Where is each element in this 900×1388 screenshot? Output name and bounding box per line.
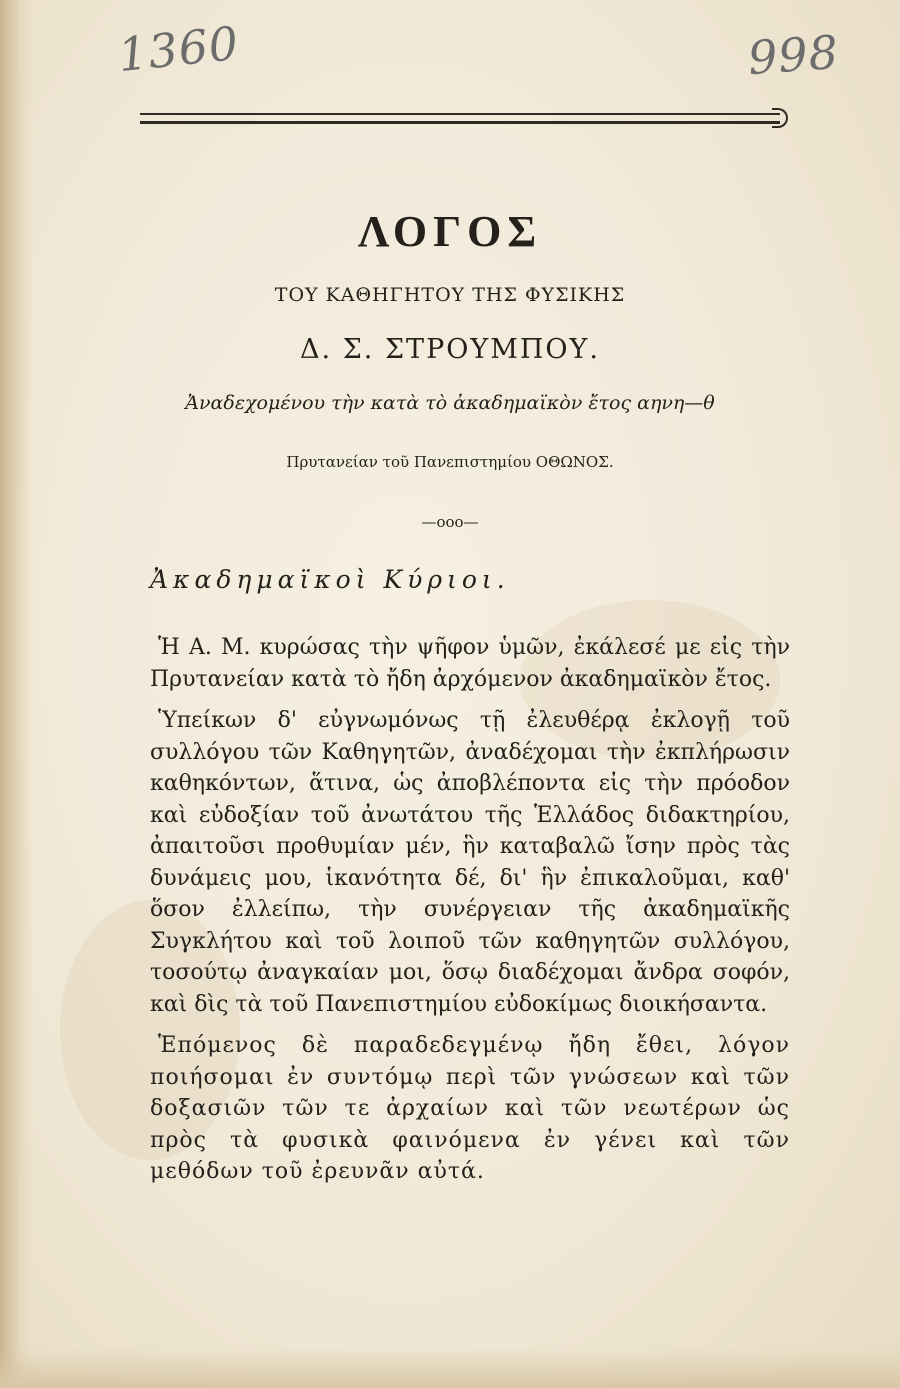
body-text [150, 632, 790, 1198]
paragraph: Ἑπόμενος δὲ παραδεδεγμένῳ ἤδη ἔθει, λόγον ποιήσομαι ἐν συντόμῳ περὶ τῶν γνώσεων καὶ τῶν δοξασιῶν τῶν τε ἀρχαίων καὶ τῶν νεωτέρων ὡς πρὸς τὰ φυσικὰ φαινόμενα ἐν γένει καὶ τῶν μεθόδων τοῦ ἐρευνᾶν αὐτά. [150, 1033, 790, 1184]
author-name: Δ. Σ. ΣΤΡΟΥΜΠΟΥ. [300, 334, 600, 365]
decorative-rule [140, 113, 780, 124]
document-subtitle: ΤΟΥ ΚΑΘΗΓΗΤΟΥ ΤΗΣ ΦΥΣΙΚΗΣ [274, 284, 626, 306]
paragraph: Ἡ Α. Μ. κυρώσας τὴν ψῆφον ὑμῶν, ἐκάλεσέ με εἰς τὴν Πρυτανείαν κατὰ τὸ ἤδη ἀρχόμενον ἀκαδημαϊκὸν ἔτος. [150, 635, 790, 692]
salutation: Ἀκαδημαϊκοὶ Κύριοι. [150, 565, 510, 594]
page-bottom-shadow [0, 1348, 900, 1388]
handwritten-number-left: 1360 [115, 15, 242, 83]
paragraph: Ὑπείκων δ' εὐγνωμόνως τῇ ἐλευθέρᾳ ἐκλογῇ τοῦ συλλόγου τῶν Καθηγητῶν, ἀναδέχομαι τὴν ἐκπλήρωσιν καθηκόντων, ἅτινα, ὡς ἀποβλέποντα εἰς τὴν πρόοδον καὶ εὐδοξίαν τοῦ ἀνωτάτου τῆς Ἑλλάδος διδακτηρίου, ἀπαιτοῦσι προθυμίαν μέν, ἣν καταβαλῶ ἴσην πρὸς τὰς δυνάμεις μου, ἱκανότητα δέ, δι' ἣν ἐπικαλοῦμαι, καθ' ὅσον ἐλλείπω, τὴν συνέργειαν τῆς ἀκαδημαϊκῆς Συγκλήτου καὶ τοῦ λοιποῦ τῶν καθηγητῶν συλλόγου, τοσούτῳ ἀναγκαίαν μοι, ὅσῳ διαδέχομαι ἄνδρα σοφόν, καὶ δὶς τὰ τοῦ Πανεπιστημίου εὐδοκίμως διοικήσαντα. [150, 708, 790, 1017]
university-line: Πρυτανείαν τοῦ Πανεπιστημίου ΟΘΩΝΟΣ. [286, 453, 614, 471]
document-title: ΛΟΓΟΣ [357, 207, 543, 256]
decorative-rule-hook [772, 108, 788, 128]
handwritten-number-right: 998 [746, 24, 841, 86]
occasion-line: Ἀναδεχομένου τὴν κατὰ τὸ ἀκαδημαϊκὸν ἔτος αηνη—θ [185, 392, 715, 414]
section-divider: —οοο— [421, 513, 479, 531]
